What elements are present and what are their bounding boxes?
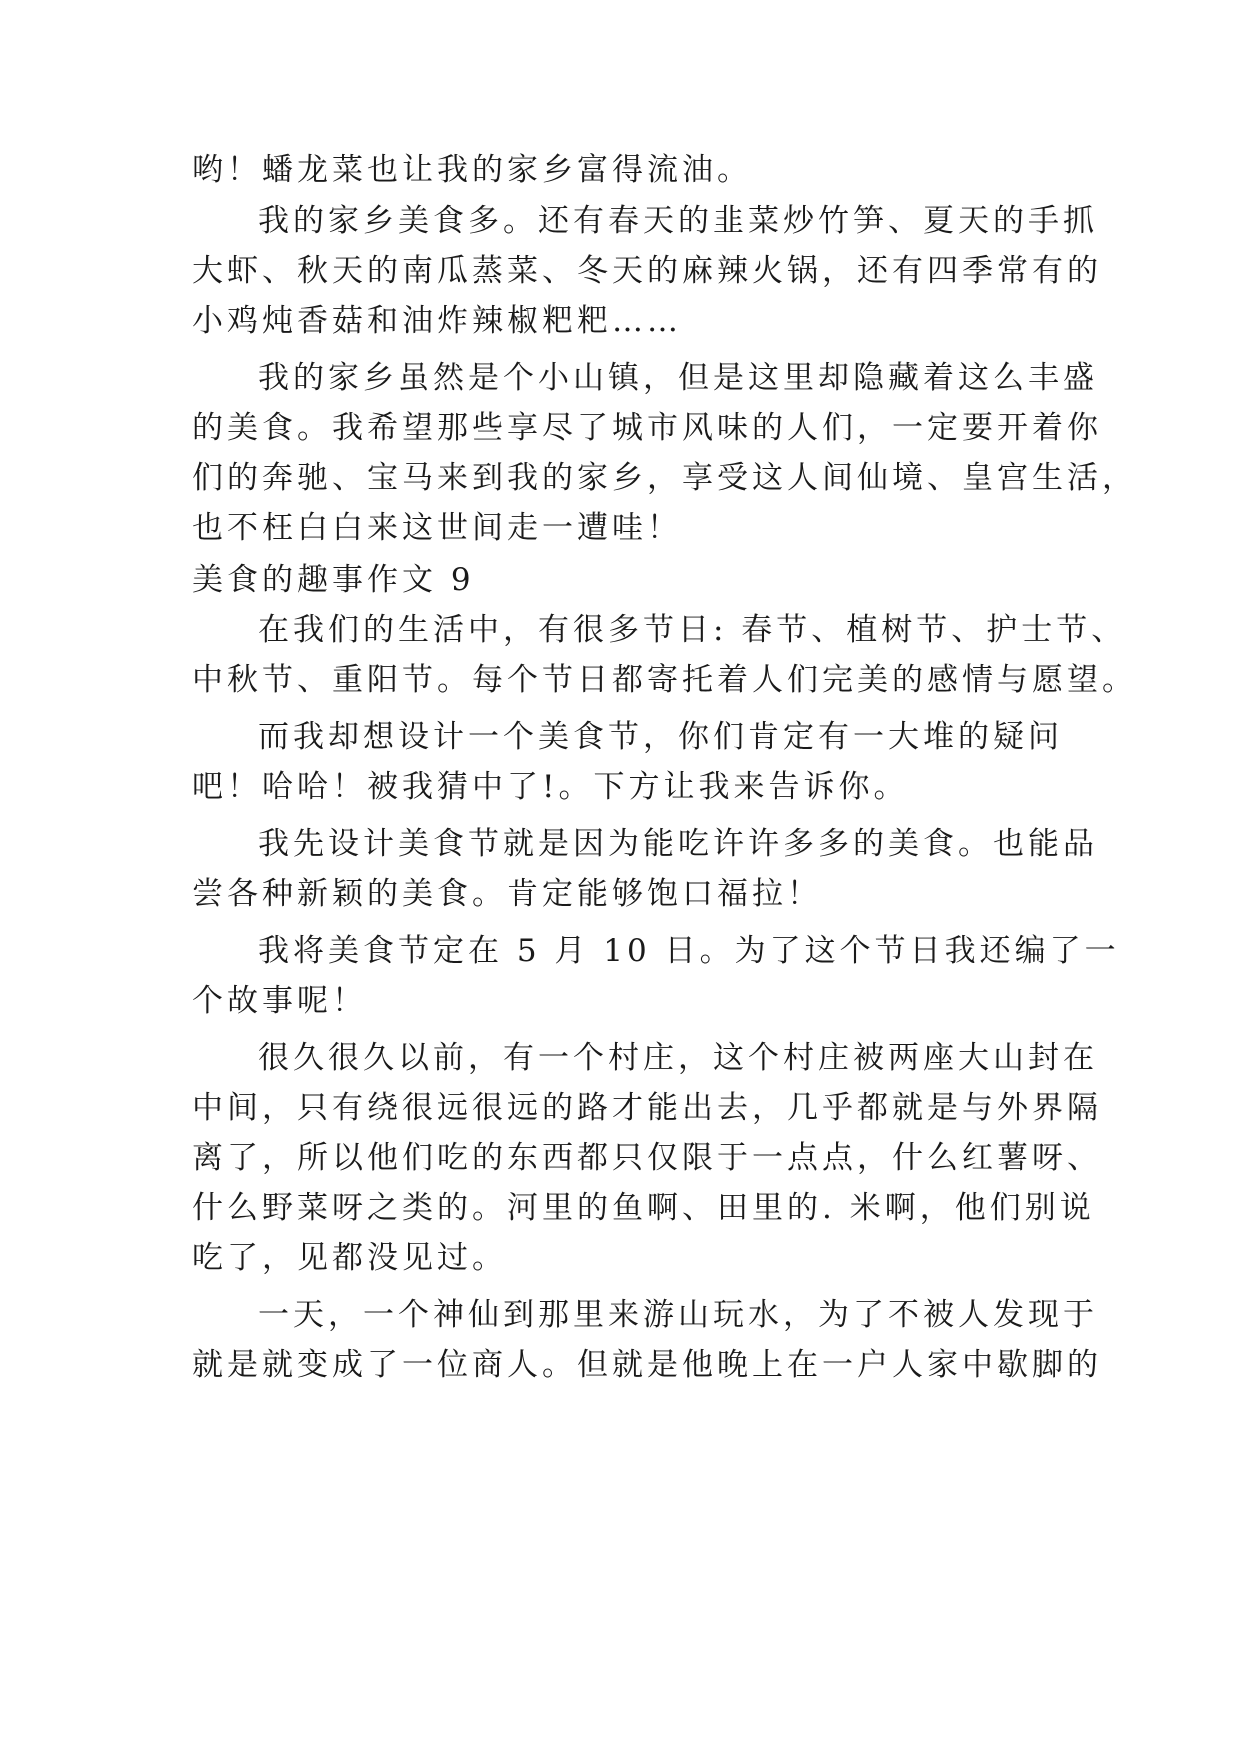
- paragraph-first-line: 我将美食节定在 5 月 10 日。为了这个节日我还编了一: [258, 933, 1120, 969]
- text-line: 们的奔驰、宝马来到我的家乡，享受这人间仙境、皇宫生活，: [192, 460, 1137, 496]
- text-line: 哟！蟠龙菜也让我的家乡富得流油。: [192, 152, 752, 188]
- text-line: 尝各种新颖的美食。肯定能够饱口福拉！: [192, 876, 822, 912]
- paragraph-first-line: 在我们的生活中，有很多节日: 春节、植树节、护士节、: [258, 612, 1127, 648]
- section-heading: 美食的趣事作文 9: [192, 562, 475, 598]
- text-line: 就是就变成了一位商人。但就是他晚上在一户人家中歇脚的: [192, 1347, 1102, 1383]
- paragraph-first-line: 很久很久以前，有一个村庄，这个村庄被两座大山封在: [258, 1040, 1098, 1076]
- text-line: 的美食。我希望那些享尽了城市风味的人们，一定要开着你: [192, 410, 1102, 446]
- paragraph-first-line: 而我却想设计一个美食节，你们肯定有一大堆的疑问: [258, 719, 1063, 755]
- text-line: 什么野菜呀之类的。河里的鱼啊、田里的. 米啊，他们别说: [192, 1190, 1095, 1226]
- text-line: 个故事呢！: [192, 983, 367, 1019]
- paragraph-first-line: 一天，一个神仙到那里来游山玩水，为了不被人发现于: [258, 1297, 1098, 1333]
- text-line: 中间，只有绕很远很远的路才能出去，几乎都就是与外界隔: [192, 1090, 1102, 1126]
- text-line: 大虾、秋天的南瓜蒸菜、冬天的麻辣火锅，还有四季常有的: [192, 253, 1102, 289]
- paragraph-first-line: 我的家乡虽然是个小山镇，但是这里却隐藏着这么丰盛: [258, 360, 1098, 396]
- text-line: 中秋节、重阳节。每个节日都寄托着人们完美的感情与愿望。: [192, 662, 1137, 698]
- text-line: 离了，所以他们吃的东西都只仅限于一点点，什么红薯呀、: [192, 1140, 1102, 1176]
- paragraph-first-line: 我的家乡美食多。还有春天的韭菜炒竹笋、夏天的手抓: [258, 203, 1098, 239]
- text-line: 吃了，见都没见过。: [192, 1240, 507, 1276]
- text-line: 小鸡炖香菇和油炸辣椒粑粑……: [192, 303, 682, 339]
- text-line: 也不枉白白来这世间走一遭哇！: [192, 510, 682, 546]
- paragraph-first-line: 我先设计美食节就是因为能吃许许多多的美食。也能品: [258, 826, 1098, 862]
- text-line: 吧！哈哈！被我猜中了!。下方让我来告诉你。: [192, 769, 909, 805]
